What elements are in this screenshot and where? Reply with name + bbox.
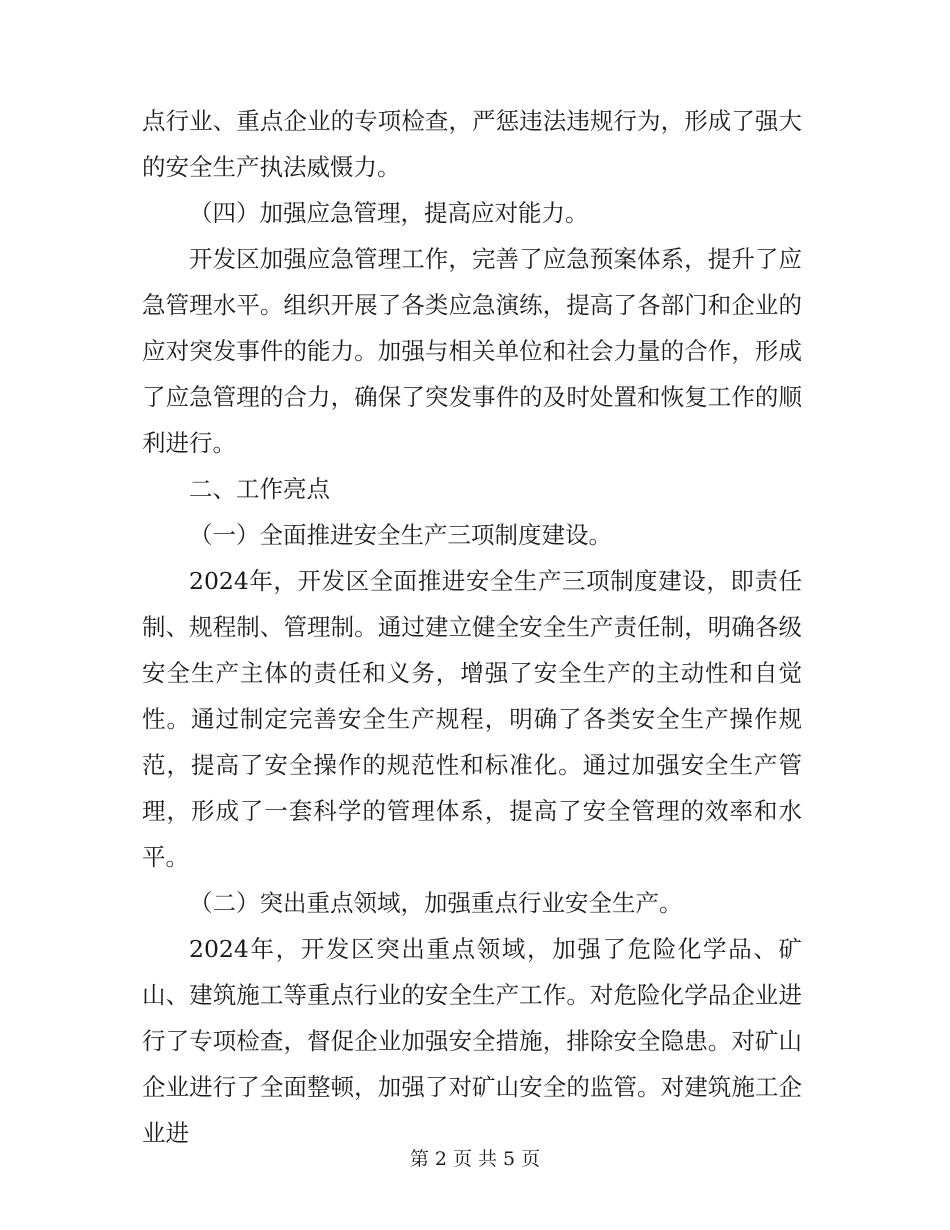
section-heading-emergency-management: （四）加强应急管理，提高应对能力。 [189,199,589,227]
document-body [142,98,802,1156]
paragraph-three-systems: 2024年，开发区全面推进安全生产三项制度建设，即责任制、规程制、管理制。通过建立健全安全生产责任制，明确各级安全生产主体的责任和义务，增强了安全生产的主动性和自觉性。通过制定完善安全生产规程，明确了各类安全生产操作规范，提高了安全操作的规范性和标准化。通过加强安全生产管理，形成了一套科学的管理体系，提高了安全管理的效率和水平。 [142,567,802,871]
subheading-three-systems: （一）全面推进安全生产三项制度建设。 [189,521,612,549]
paragraph-continuation: 点行业、重点企业的专项检查，严惩违法违规行为，形成了强大的安全生产执法威慑力。 [142,107,802,181]
paragraph-key-industries: 2024年，开发区突出重点领域，加强了危险化学品、矿山、建筑施工等重点行业的安全生产工作。对危险化学品企业进行了专项检查，督促企业加强安全措施，排除安全隐患。对矿山企业进行了全面整顿，加强了对矿山安全的监管。对建筑施工企业进 [142,935,802,1147]
subheading-key-industries: （二）突出重点领域，加强重点行业安全生产。 [189,889,683,917]
section-heading-highlights: 二、工作亮点 [189,475,330,503]
page-number-footer: 第 2 页 共 5 页 [409,1148,541,1170]
paragraph-emergency-management: 开发区加强应急管理工作，完善了应急预案体系，提升了应急管理水平。组织开展了各类应急演练，提高了各部门和企业的应对突发事件的能力。加强与相关单位和社会力量的合作，形成了应急管理的合力，确保了突发事件的及时处置和恢复工作的顺利进行。 [142,245,802,457]
